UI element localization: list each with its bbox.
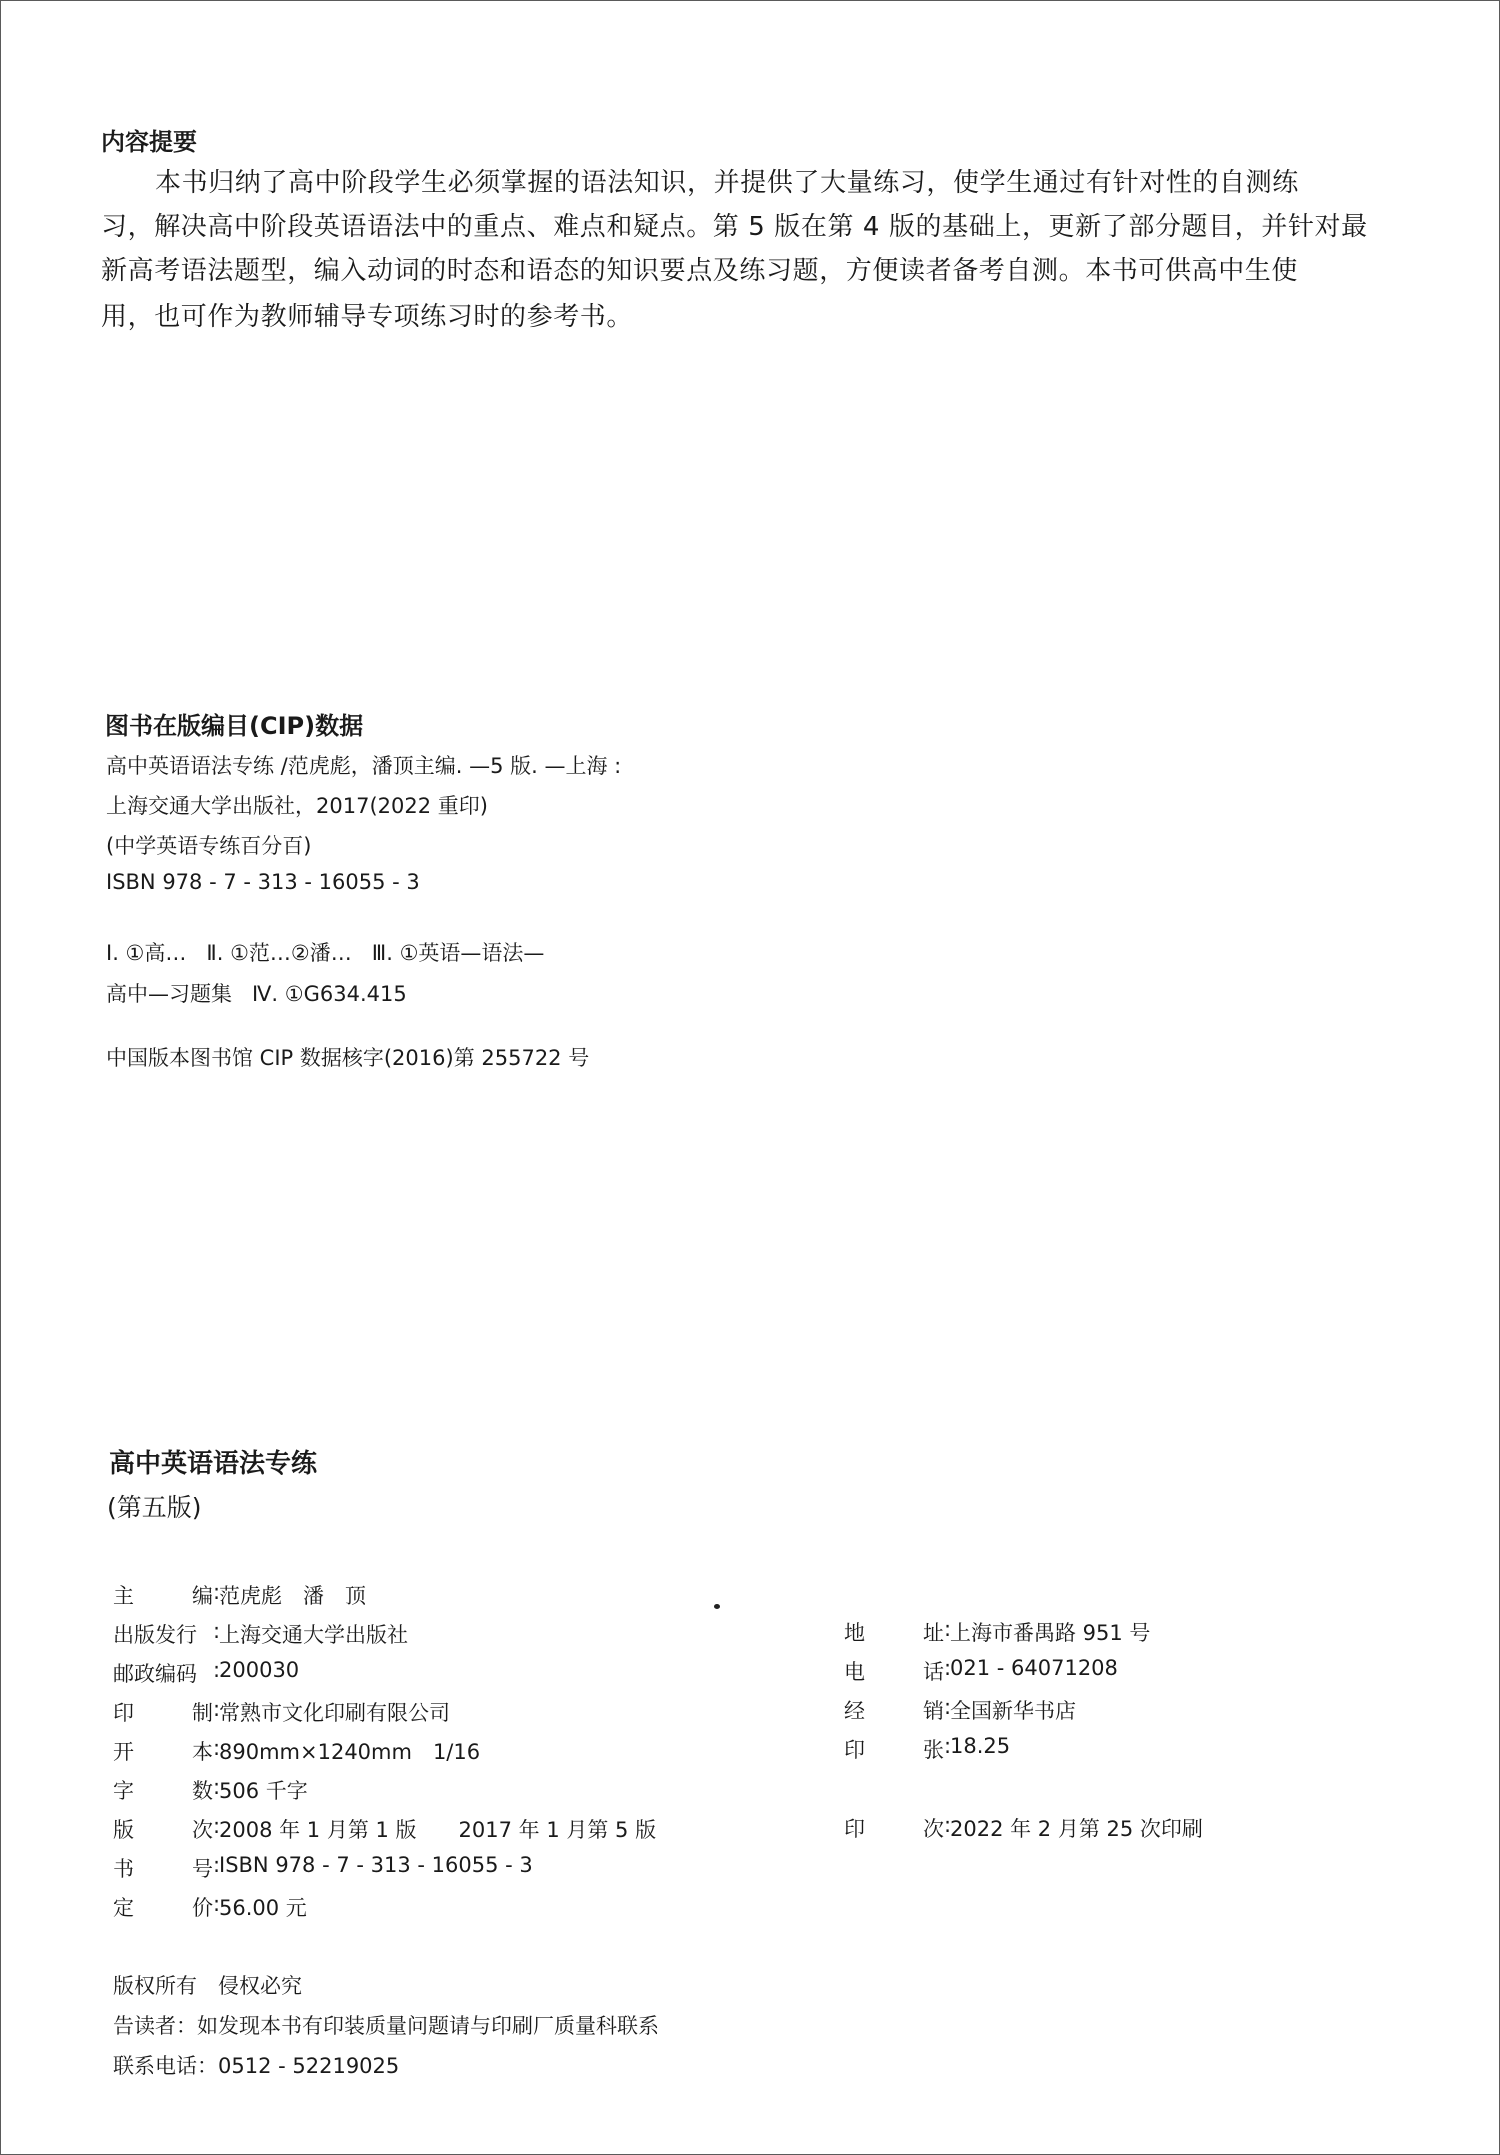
imprint-label-part: 话 [923, 1660, 944, 1684]
imprint-label-part: 开 [113, 1740, 134, 1764]
colon: : [213, 1619, 221, 1643]
summary-heading: 内容提要 [101, 128, 197, 156]
imprint-row [844, 1617, 1150, 1647]
colon: : [944, 1617, 952, 1641]
imprint-value: 18.25 [950, 1734, 1011, 1758]
imprint-label-part: 张 [923, 1738, 944, 1762]
colon: : [213, 1814, 221, 1838]
imprint-label [113, 1736, 213, 1766]
cip-line: (中学英语专练百分百) [106, 834, 312, 858]
cip-line: 上海交通大学出版社，2017(2022 重印) [106, 794, 488, 818]
imprint-row [113, 1814, 656, 1844]
imprint-label-part: 编 [192, 1584, 213, 1608]
imprint-label-part: 印 [844, 1738, 865, 1762]
book-edition: (第五版) [107, 1493, 202, 1522]
summary-line: 本书归纳了高中阶段学生必须掌握的语法知识，并提供了大量练习，使学生通过有针对性的自测练 [155, 168, 1299, 198]
imprint-row [844, 1695, 1076, 1725]
imprint-label-part: 主 [113, 1584, 134, 1608]
imprint-label-part: 地 [844, 1621, 865, 1645]
imprint-label-part: 销 [923, 1699, 944, 1723]
imprint-row [113, 1853, 533, 1883]
copyright-notice: 版权所有 侵权必究 [113, 1974, 302, 1998]
imprint-row [844, 1734, 1010, 1764]
imprint-label-part: 数 [192, 1779, 213, 1803]
imprint-value: 上海交通大学出版社 [219, 1623, 408, 1647]
imprint-label [844, 1656, 944, 1686]
cip-line: 高中英语语法专练 /范虎彪，潘顶主编. —5 版. —上海 : [106, 754, 622, 778]
imprint-label [113, 1697, 213, 1727]
imprint-label [113, 1775, 213, 1805]
imprint-value: 上海市番禺路 951 号 [950, 1621, 1151, 1645]
imprint-label [844, 1617, 944, 1647]
contact-phone: 联系电话：0512 - 52219025 [113, 2054, 400, 2078]
summary-line: 用，也可作为教师辅导专项练习时的参考书。 [101, 302, 634, 332]
imprint-label-part: 书 [113, 1857, 134, 1881]
imprint-value: 506 千字 [219, 1779, 308, 1803]
imprint-value: 范虎彪 潘 顶 [219, 1584, 366, 1608]
imprint-row [844, 1656, 1118, 1686]
imprint-label-part: 价 [192, 1896, 213, 1920]
cip-approval: 中国版本图书馆 CIP 数据核字(2016)第 255722 号 [106, 1046, 590, 1070]
scan-speck [714, 1604, 720, 1609]
imprint-value: 021 - 64071208 [950, 1656, 1118, 1680]
imprint-label [113, 1658, 213, 1688]
cip-classification: Ⅰ. ①高… Ⅱ. ①范…②潘… Ⅲ. ①英语—语法— [106, 941, 545, 965]
imprint-label-part: 印 [844, 1817, 865, 1841]
imprint-label-part: 电 [844, 1660, 865, 1684]
imprint-label [113, 1853, 213, 1883]
imprint-value: 2008 年 1 月第 1 版 2017 年 1 月第 5 版 [219, 1818, 657, 1842]
colon: : [944, 1656, 952, 1680]
imprint-value: 890mm×1240mm 1/16 [219, 1740, 481, 1764]
cip-classification: 高中—习题集 Ⅳ. ①G634.415 [106, 982, 407, 1006]
imprint-label-part: 版 [113, 1818, 134, 1842]
imprint-row [113, 1580, 366, 1610]
imprint-row [113, 1892, 307, 1922]
cip-heading: 图书在版编目(CIP)数据 [105, 712, 364, 740]
summary-line: 习，解决高中阶段英语语法中的重点、难点和疑点。第 5 版在第 4 版的基础上，更新了部分题目，并针对最 [101, 212, 1368, 242]
imprint-value: 200030 [219, 1658, 300, 1682]
book-title: 高中英语语法专练 [109, 1449, 318, 1479]
colon: : [944, 1695, 952, 1719]
imprint-label-part: 印 [113, 1701, 134, 1725]
imprint-row [113, 1697, 450, 1727]
imprint-label [113, 1814, 213, 1844]
imprint-value: ISBN 978 - 7 - 313 - 16055 - 3 [219, 1853, 533, 1877]
imprint-label-part: 邮政编码 [113, 1662, 197, 1686]
colon: : [213, 1892, 221, 1916]
imprint-label-part: 址 [923, 1621, 944, 1645]
imprint-label-part: 出版发行 [113, 1623, 197, 1647]
imprint-label [844, 1734, 944, 1764]
colon: : [213, 1580, 221, 1604]
colon: : [944, 1813, 952, 1837]
summary-line: 新高考语法题型，编入动词的时态和语态的知识要点及练习题，方便读者备考自测。本书可供高中生使 [101, 256, 1299, 286]
imprint-label [844, 1813, 944, 1843]
imprint-label-part: 字 [113, 1779, 134, 1803]
imprint-value: 2022 年 2 月第 25 次印刷 [950, 1817, 1203, 1841]
imprint-label-part: 本 [192, 1740, 213, 1764]
imprint-label [113, 1892, 213, 1922]
imprint-label [113, 1619, 213, 1649]
imprint-label-part: 次 [192, 1818, 213, 1842]
imprint-value: 56.00 元 [219, 1896, 307, 1920]
imprint-label-part: 制 [192, 1701, 213, 1725]
imprint-label [844, 1695, 944, 1725]
imprint-label-part: 号 [192, 1857, 213, 1881]
imprint-row [113, 1658, 299, 1688]
colon: : [213, 1697, 221, 1721]
imprint-row [113, 1619, 408, 1649]
imprint-row [113, 1736, 480, 1766]
imprint-value: 全国新华书店 [950, 1699, 1076, 1723]
cip-isbn: ISBN 978 - 7 - 313 - 16055 - 3 [106, 870, 420, 894]
colon: : [213, 1775, 221, 1799]
imprint-label-part: 次 [923, 1817, 944, 1841]
imprint-value: 常熟市文化印刷有限公司 [219, 1701, 450, 1725]
imprint-label-part: 定 [113, 1896, 134, 1920]
colon: : [944, 1734, 952, 1758]
imprint-row [113, 1775, 308, 1805]
colon: : [213, 1853, 221, 1877]
imprint-label [113, 1580, 213, 1610]
imprint-row [844, 1813, 1203, 1843]
imprint-label-part: 经 [844, 1699, 865, 1723]
colon: : [213, 1658, 221, 1682]
reader-notice: 告读者：如发现本书有印装质量问题请与印刷厂质量科联系 [113, 2014, 659, 2038]
colon: : [213, 1736, 221, 1760]
